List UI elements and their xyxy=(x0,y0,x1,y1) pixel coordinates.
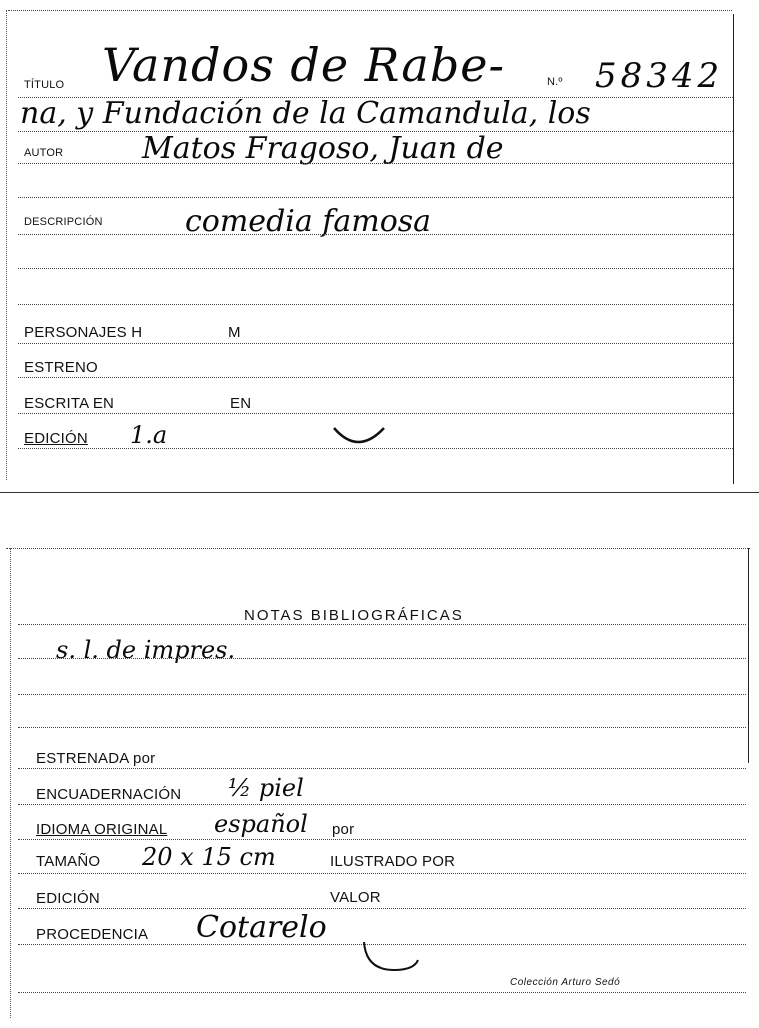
blank-rule-3 xyxy=(18,304,733,305)
numero-handwritten: 58342 xyxy=(595,56,724,96)
blank-rule-2 xyxy=(18,268,733,269)
punch-hole-notch-bottom xyxy=(360,936,422,980)
idioma-rule xyxy=(18,839,746,840)
card-top-edge xyxy=(8,10,732,11)
blank-rule-1 xyxy=(18,197,733,198)
footer-rule xyxy=(18,992,746,993)
estreno-label: ESTRENO xyxy=(24,359,98,376)
encuadernacion-rule xyxy=(18,804,746,805)
card-right-edge xyxy=(733,14,734,484)
descripcion-label: DESCRIPCIÓN xyxy=(24,216,103,228)
procedencia-label: PROCEDENCIA xyxy=(36,926,149,943)
card-left-edge xyxy=(6,10,7,480)
catalog-card-top xyxy=(0,0,759,495)
punch-hole-notch xyxy=(330,410,390,450)
ilustrado-label: ILUSTRADO POR xyxy=(330,853,456,870)
tamano-label: TAMAÑO xyxy=(36,853,101,870)
titulo-cont-handwritten: na, y Fundación de la Camandula, los xyxy=(20,96,591,131)
descripcion-handwritten: comedia famosa xyxy=(185,204,432,239)
procedencia-handwritten: Cotarelo xyxy=(196,910,327,945)
edicion-handwritten: 1.a xyxy=(130,421,168,449)
card-right-edge-bottom xyxy=(748,548,749,763)
notas-rule xyxy=(18,624,746,625)
estreno-rule xyxy=(18,377,733,378)
por-label: por xyxy=(332,821,355,838)
notas-blank-rule-2 xyxy=(18,727,746,728)
tamano-rule xyxy=(18,873,746,874)
numero-label: N.º xyxy=(547,76,563,88)
valor-label: VALOR xyxy=(330,889,381,906)
encuadernacion-handwritten: ½ piel xyxy=(228,774,304,802)
card-left-edge-bottom xyxy=(10,548,11,1018)
titulo-handwritten: Vandos de Rabe- xyxy=(102,38,506,92)
card-top-edge-bottom xyxy=(6,548,750,549)
notas-heading: NOTAS BIBLIOGRÁFICAS xyxy=(244,607,464,624)
m-label: M xyxy=(228,324,241,341)
card-separator xyxy=(0,492,759,493)
notas-handwritten: s. l. de impres. xyxy=(56,636,236,664)
en-label: EN xyxy=(230,395,252,412)
catalog-card-bottom xyxy=(0,540,759,1028)
notas-blank-rule-1 xyxy=(18,694,746,695)
notas-value-rule xyxy=(18,658,746,659)
autor-label: AUTOR xyxy=(24,147,64,159)
titulo-label: TÍTULO xyxy=(24,79,65,91)
idioma-label: IDIOMA ORIGINAL xyxy=(36,821,168,838)
coleccion-footer: Colección Arturo Sedó xyxy=(510,977,621,988)
edicion-label: EDICIÓN xyxy=(24,430,88,447)
encuadernacion-label: ENCUADERNACIÓN xyxy=(36,786,182,803)
escrita-label: ESCRITA EN xyxy=(24,395,115,412)
idioma-handwritten: español xyxy=(214,810,308,838)
personajes-rule xyxy=(18,343,733,344)
estrenada-label: ESTRENADA por xyxy=(36,750,156,767)
edicion-rule-bottom xyxy=(18,908,746,909)
edicion-label-bottom: EDICIÓN xyxy=(36,890,100,907)
estrenada-rule xyxy=(18,768,746,769)
descripcion-rule xyxy=(18,234,733,235)
autor-rule xyxy=(18,163,733,164)
autor-handwritten: Matos Fragoso, Juan de xyxy=(142,131,504,166)
tamano-handwritten: 20 x 15 cm xyxy=(142,843,276,871)
personajes-label: PERSONAJES H xyxy=(24,324,143,341)
